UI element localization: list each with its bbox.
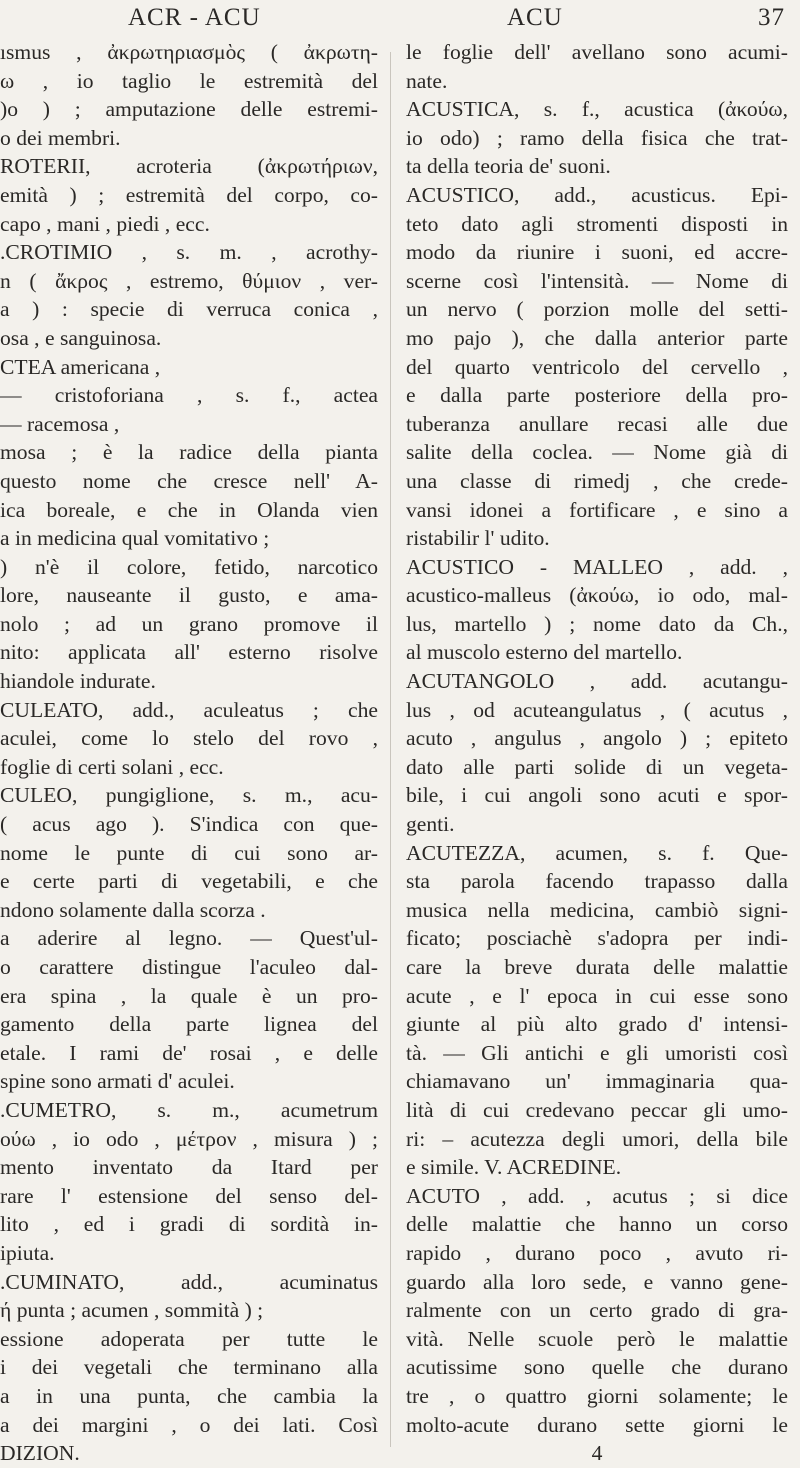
text-line: CULEATO, add., aculeatus ; che	[0, 697, 378, 722]
page-number: 37	[758, 4, 785, 31]
text-line: questo nome che cresce nell' A-	[0, 468, 378, 493]
text-line: e dalla parte posteriore della pro-	[406, 383, 788, 408]
text-line: care la breve durata delle malattie	[406, 955, 788, 979]
text-line: tre , o quattro giorni solamente; le	[406, 1383, 788, 1408]
text-line: acute , e l' epoca in cui esse sono	[406, 983, 788, 1008]
text-line: e certe parti di vegetabili, e che	[0, 869, 378, 894]
text-line: guardo alla loro sede, e vanno gene-	[406, 1269, 788, 1294]
signature-mark: 4	[591, 1441, 603, 1466]
text-line: ACUSTICO - MALLEO , add. ,	[406, 554, 788, 579]
left-column	[0, 38, 378, 1466]
text-line: a ) : specie di verruca conica ,	[0, 297, 378, 322]
text-line: ROTERII, acroteria (ἀκρωτήριων,	[0, 154, 378, 179]
column-divider	[390, 52, 391, 1447]
text-line: tà. — Gli antichi e gli umoristi così	[406, 1040, 788, 1065]
text-line: chiamavano un' immaginaria qua-	[406, 1069, 788, 1094]
text-line: mento inventato da Itard per	[0, 1155, 378, 1180]
text-line: ω , io taglio le estremità del	[0, 68, 378, 93]
text-line: mosa ; è la radice della pianta	[0, 440, 378, 465]
text-line: un nervo ( porzion molle del setti-	[406, 297, 788, 322]
text-line: acutissime sono quelle che durano	[406, 1355, 788, 1380]
text-line: ta della teoria de' suoni.	[406, 154, 611, 179]
text-line: o carattere distingue l'aculeo dal-	[0, 955, 378, 979]
text-line: genti.	[406, 812, 455, 837]
text-line: ACUSTICA, s. f., acustica (ἀκούω,	[406, 97, 788, 122]
text-line: a dei margini , o dei lati. Così	[0, 1412, 378, 1437]
text-line: acustico-malleus (ἀκούω, io odo, mal-	[406, 583, 788, 608]
text-line: ndono solamente dalla scorza .	[0, 897, 266, 922]
text-line: spine sono armati d' aculei.	[0, 1069, 235, 1094]
text-line: essione adoperata per tutte le	[0, 1326, 378, 1351]
text-line: lus , od acuteangulatus , ( acutus ,	[406, 697, 788, 722]
text-line: ACUSTICO, add., acusticus. Epi-	[406, 182, 788, 207]
text-line: le foglie dell' avellano sono acumi-	[406, 40, 788, 64]
text-line: gamento della parte lignea del	[0, 1012, 378, 1037]
text-line: nome le punte di cui sono ar-	[0, 840, 378, 865]
text-line: e simile. V. ACREDINE.	[406, 1155, 622, 1180]
text-line: nito: applicata all' esterno risolve	[0, 640, 378, 665]
text-line: ) n'è il colore, fetido, narcotico	[0, 554, 378, 579]
text-line: al muscolo esterno del martello.	[406, 640, 683, 665]
text-line: CULEO, pungiglione, s. m., acu-	[0, 783, 378, 808]
text-line: del quarto ventricolo del cervello ,	[406, 354, 788, 379]
text-line: lore, nauseante il gusto, e ama-	[0, 583, 378, 608]
text-line: osa , e sanguinosa.	[0, 325, 162, 350]
text-line: rapido , durano poco , avuto ri-	[406, 1240, 788, 1265]
text-line: ACUTANGOLO , add. acutangu-	[406, 669, 788, 694]
text-line: salite della coclea. — Nome già di	[406, 440, 788, 465]
text-line: ralmente con un certo grado di gra-	[406, 1298, 788, 1323]
text-line: ή punta ; acumen , sommità ) ;	[0, 1298, 264, 1323]
text-line: foglie di certi solani , ecc.	[0, 754, 224, 779]
text-line: dato alle parti solide di un vegeta-	[406, 754, 788, 779]
text-line: tuberanza anullare recasi alle due	[406, 411, 788, 436]
text-line: vansi idonei a fortificare , e sino a	[406, 497, 788, 522]
text-line: musica nella medicina, cambiò signi-	[406, 897, 788, 922]
text-line: ri: – acutezza degli umori, della bile	[406, 1126, 788, 1151]
text-line: lità di cui credevano peccar gli umo-	[406, 1097, 788, 1122]
text-line: ristabilir l' udito.	[406, 526, 550, 551]
text-line: delle malattie che hanno un corso	[406, 1212, 788, 1237]
text-line: CTEA americana ,	[0, 354, 161, 379]
text-line: )o ) ; amputazione delle estremi-	[0, 97, 378, 122]
text-line: sta parola facendo trapasso dalla	[406, 869, 788, 894]
signature-mark: DIZION.	[0, 1441, 80, 1466]
text-line: ACUTEZZA, acumen, s. f. Que-	[406, 840, 788, 865]
text-line: .CUMINATO, add., acuminatus	[0, 1269, 378, 1294]
text-line: — cristoforiana , s. f., actea	[0, 383, 378, 408]
text-line: rare l' estensione del senso del-	[0, 1183, 378, 1208]
text-line: una classe di rimedj , che crede-	[406, 468, 788, 493]
text-line: aculei, come lo stelo del rovo ,	[0, 726, 378, 751]
header-left-guide: ACR - ACU	[128, 4, 261, 31]
text-line: ica boreale, e che in Olanda vien	[0, 497, 378, 522]
text-line: .CROTIMIO , s. m. , acrothy-	[0, 240, 378, 265]
text-line: scerne così l'intensità. — Nome di	[406, 268, 788, 293]
text-line: acuto , angulus , angolo ) ; epiteto	[406, 726, 788, 751]
text-line: nate.	[406, 68, 448, 93]
text-line: hiandole indurate.	[0, 669, 156, 694]
text-line: modo da riunire i suoni, ed accre-	[406, 240, 788, 265]
text-line: ( acus ago ). S'indica con que-	[0, 812, 378, 837]
text-line: a in medicina qual vomitativo ;	[0, 526, 270, 551]
right-column	[406, 38, 788, 1466]
text-line: capo , mani , piedi , ecc.	[0, 211, 210, 236]
text-line: era spina , la quale è un pro-	[0, 983, 378, 1008]
running-header	[0, 4, 800, 34]
text-line: giunte al più alto grado d' intensi-	[406, 1012, 788, 1037]
text-line: a in una punta, che cambia la	[0, 1383, 378, 1408]
text-line: — racemosa ,	[0, 411, 120, 436]
header-right-guide: ACU	[507, 4, 563, 31]
text-line: i dei vegetali che terminano alla	[0, 1355, 378, 1380]
text-line: teto dato agli stromenti disposti in	[406, 211, 788, 236]
text-line: ipiuta.	[0, 1240, 55, 1265]
text-line: ısmus , ἀκρωτηριασμὸς ( ἀκρωτη-	[0, 40, 378, 64]
text-line: mo pajo ), che dalla anterior parte	[406, 325, 788, 350]
text-line: emità ) ; estremità del corpo, co-	[0, 182, 378, 207]
text-line: molto-acute durano sette giorni le	[406, 1412, 788, 1437]
text-line: ούω , io odo , μέτρον , misura ) ;	[0, 1126, 378, 1151]
text-line: lito , ed i gradi di sordità in-	[0, 1212, 378, 1237]
text-line: nolo ; ad un grano promove il	[0, 611, 378, 636]
text-line: vità. Nelle scuole però le malattie	[406, 1326, 788, 1351]
text-line: .CUMETRO, s. m., acumetrum	[0, 1097, 378, 1122]
text-line: io odo) ; ramo della fisica che trat-	[406, 125, 788, 150]
text-line: n ( ἄκρος , estremo, θύμιον , ver-	[0, 268, 378, 293]
text-line: lus, martello ) ; nome dato da Ch.,	[406, 611, 788, 636]
text-line: ACUTO , add. , acutus ; si dice	[406, 1183, 788, 1208]
text-line: a aderire al legno. — Quest'ul-	[0, 926, 378, 951]
text-line: bile, i cui angoli sono acuti e spor-	[406, 783, 788, 808]
text-line: o dei membri.	[0, 125, 121, 150]
text-line: ficato; posciachè s'adopra per indi-	[406, 926, 788, 951]
text-line: etale. I rami de' rosai , e delle	[0, 1040, 378, 1065]
